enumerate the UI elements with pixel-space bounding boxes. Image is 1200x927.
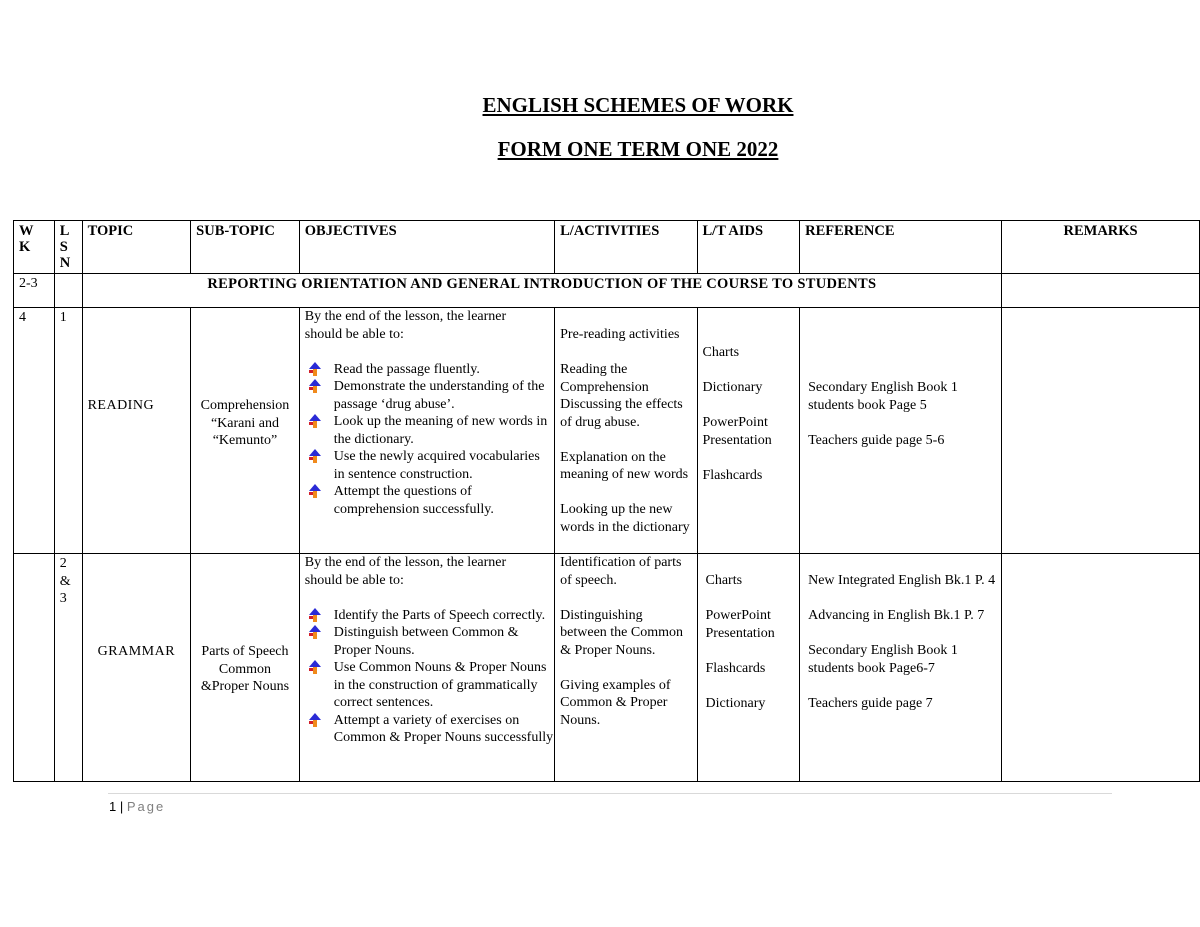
list-item: Demonstrate the understanding of the passage ‘drug abuse’. <box>305 378 554 413</box>
row2-activities: Identification of parts of speech. Distinguishing between the Common & Proper Nouns. Giving examples of Common & Proper Nouns. <box>555 554 697 782</box>
page-footer <box>109 799 165 814</box>
arrow-bullet-icon <box>309 660 321 674</box>
footer-separator: | <box>116 799 127 814</box>
table-row <box>14 308 1200 554</box>
arrow-bullet-icon <box>309 625 321 639</box>
header-topic: TOPIC <box>82 221 191 274</box>
header-reference: REFERENCE <box>800 221 1002 274</box>
list-item: Identify the Parts of Speech correctly. <box>305 607 554 625</box>
header-aids: L/T AIDS <box>697 221 800 274</box>
header-objectives: OBJECTIVES <box>299 221 554 274</box>
orientation-remarks <box>1002 274 1200 308</box>
page-number: 1 <box>109 799 117 814</box>
row2-topic <box>82 554 191 782</box>
row1-week: 4 <box>14 308 55 554</box>
document-title: ENGLISH SCHEMES OF WORK <box>482 93 794 117</box>
row1-objectives: By the end of the lesson, the learner should be able to: Read the passage fluently. Demonstrate the understanding of the passage ‘drug abuse’. Look up the meaning of new words in the dictionary. Use the newly acquired vocabularies in sentence construction. Attempt the questions of comprehension successfully. <box>299 308 554 554</box>
row2-subtopic: Parts of Speech Common &Proper Nouns <box>191 554 300 782</box>
orientation-row <box>14 274 1200 308</box>
arrow-bullet-icon <box>309 414 321 428</box>
footer-divider <box>108 793 1112 794</box>
list-item: Use the newly acquired vocabularies in sentence construction. <box>305 448 554 483</box>
list-item: Attempt the questions of comprehension successfully. <box>305 483 554 518</box>
row1-topic <box>82 308 191 554</box>
page-label: Page <box>126 799 166 814</box>
arrow-bullet-icon <box>309 484 321 498</box>
orientation-week: 2-3 <box>14 274 55 308</box>
row1-reference: Secondary English Book 1 students book Page 5 Teachers guide page 5-6 <box>800 308 1002 554</box>
header-wk: W K <box>14 221 55 274</box>
row1-topic-text: READING <box>87 398 155 413</box>
schemes-table <box>13 220 1200 782</box>
row2-remarks <box>1002 554 1200 782</box>
row2-aids: Charts PowerPoint Presentation Flashcards Dictionary <box>697 554 800 782</box>
row2-week <box>14 554 55 782</box>
list-item: Attempt a variety of exercises on Common & Proper Nouns successfully <box>305 712 554 747</box>
list-item: Read the passage fluently. <box>305 361 554 379</box>
row2-lesson: 2 & 3 <box>54 554 82 782</box>
arrow-bullet-icon <box>309 379 321 393</box>
table-row <box>14 554 1200 782</box>
header-subtopic: SUB-TOPIC <box>191 221 300 274</box>
document-subtitle: FORM ONE TERM ONE 2022 <box>497 137 779 161</box>
header-lsn: L S N <box>54 221 82 274</box>
row2-objectives: By the end of the lesson, the learner should be able to: Identify the Parts of Speech correctly. Distinguish between Common & Proper Nouns. Use Common Nouns & Proper Nouns in the construction of grammatically correct sentences. Attempt a variety of exercises on Common & Proper Nouns successfully <box>299 554 554 782</box>
arrow-bullet-icon <box>309 362 321 376</box>
row1-subtopic: Comprehension “Karani and “Kemunto” <box>191 308 300 554</box>
row1-aids: Charts Dictionary PowerPoint Presentation Flashcards <box>697 308 800 554</box>
arrow-bullet-icon <box>309 449 321 463</box>
row1-lesson: 1 <box>54 308 82 554</box>
header-activities: L/ACTIVITIES <box>555 221 697 274</box>
arrow-bullet-icon <box>309 608 321 622</box>
row1-activities: Pre-reading activities Reading the Comprehension Discussing the effects of drug abuse. Explanation on the meaning of new words Looking up the new words in the dictionary <box>555 308 697 554</box>
row2-reference: New Integrated English Bk.1 P. 4 Advancing in English Bk.1 P. 7 Secondary English Book 1 students book Page6-7 Teachers guide page 7 <box>800 554 1002 782</box>
orientation-text: REPORTING ORIENTATION AND GENERAL INTRODUCTION OF THE COURSE TO STUDENTS <box>82 274 1002 308</box>
orientation-lsn <box>54 274 82 308</box>
row2-topic-text: GRAMMAR <box>97 644 176 659</box>
list-item: Distinguish between Common & Proper Nouns. <box>305 624 554 659</box>
header-row <box>14 221 1200 274</box>
list-item: Look up the meaning of new words in the dictionary. <box>305 413 554 448</box>
row1-remarks <box>1002 308 1200 554</box>
list-item: Use Common Nouns & Proper Nouns in the construction of grammatically correct sentences. <box>305 659 554 712</box>
arrow-bullet-icon <box>309 713 321 727</box>
header-remarks: REMARKS <box>1002 221 1200 274</box>
